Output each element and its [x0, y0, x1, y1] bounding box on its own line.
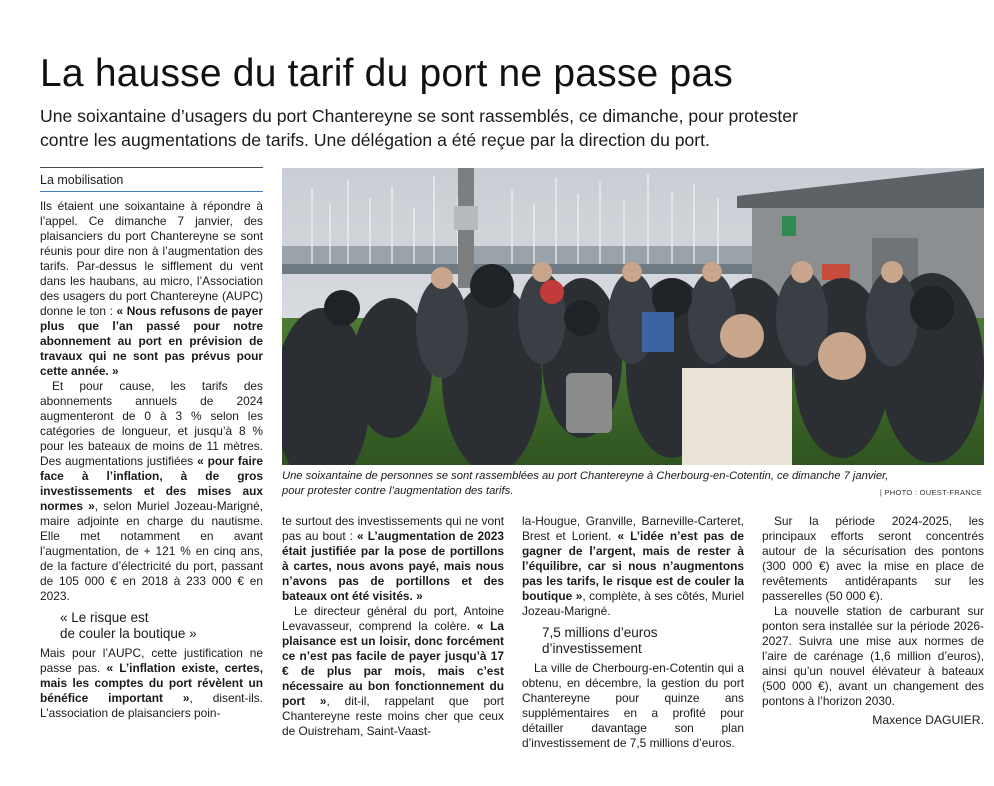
paragraph	[40, 646, 263, 721]
kicker-rule-bottom	[40, 191, 263, 192]
deck-line: Une soixantaine d’usagers du port Chantereyne se sont rassemblés, ce dimanche, pour protester	[40, 106, 798, 126]
quote-bold: « L’idée n’est pas de gagner de l’argent, mais de rester à l’équilibre, car si nous n’augmentons pas les tarifs, le risque est de couler la boutique »	[522, 529, 744, 603]
paragraph	[522, 514, 744, 619]
body-text: la-Hougue, Granville, Barneville-Carteret, Brest et Lorient.	[522, 514, 744, 543]
caption-line: pour protester contre l’augmentation des tarifs.	[282, 484, 514, 497]
quote-bold: « L’inflation existe, certes, mais les comptes du port révèlent un bénéfice important »	[40, 661, 264, 705]
deck-line: contre les augmentations de tarifs. Une délégation a été reçue par la direction du port.	[40, 130, 710, 150]
photo-credit: | PHOTO : OUEST-FRANCE	[879, 488, 982, 497]
headline: La hausse du tarif du port ne passe pas	[40, 52, 733, 95]
article-column-2	[282, 514, 504, 739]
body-text: Ils étaient une soixantaine à répondre à l’appel. Ce dimanche 7 janvier, des plaisanciers du port Chantereyne se sont réunis pour dire non à l’augmentation des tarifs. Par-dessus le sifflement du vent dans les haubans, au micro, l’Association des usagers du port Chantereyne (AUPC) donne le ton :	[40, 199, 263, 318]
paragraph: Sur la période 2024-2025, les principaux efforts seront concentrés autour de la sécurisation des pontons (300 000 €) avec la mise en place de revêtements antidérapants sur les passerelles (50 000 €).	[762, 514, 984, 603]
paragraph: La nouvelle station de carburant sur ponton sera installée sur la période 2026-2027. Suivra une mise aux normes de l’aire de carénage (1,6 million d’euros), ainsi qu’un nouvel élévateur à bateaux (500 000 €), avant un changement des pontons à l’horizon 2030.	[762, 604, 984, 708]
quote-bold: « La plaisance est un loisir, donc forcément ce n’est pas facile de payer jusqu’à 17 € de plus par mois, mais c’est nécessaire au bon fonctionnement du port »	[282, 619, 504, 708]
paragraph	[40, 199, 263, 379]
intertitle	[542, 625, 744, 657]
body-text: , complète, à ses côtés, Muriel Jozeau-Marigné.	[522, 589, 744, 618]
intertitle	[60, 610, 263, 642]
intertitle-line: 7,5 millions d’euros	[542, 625, 658, 640]
quote-bold: « Nous refusons de payer plus que l’an passé pour notre abonnement au port en prévision de travaux qui ne sont pas prévus pour cette année. »	[40, 304, 263, 378]
caption-line: Une soixantaine de personnes se sont rassemblées au port Chantereyne à Cherbourg-en-Cotentin, ce dimanche 7 janvier,	[282, 470, 889, 482]
article-column-1	[40, 199, 263, 721]
paragraph	[282, 604, 504, 739]
body-text: , disent-ils. L’association de plaisanciers poin-	[40, 691, 263, 720]
intertitle-line: « Le risque est	[60, 610, 149, 625]
quote-bold: « L’augmentation de 2023 était justifiée par la pose de portillons à cartes, nous avons payé, mais nous n’avons pas de portillons et des bateaux ont été visités. »	[282, 529, 504, 603]
body-text: te surtout des investissements qui ne vont pas au bout :	[282, 514, 504, 543]
body-text: , selon Muriel Jozeau-Marigné, maire adjointe en charge du nautisme. Elle met notamment en avant l’augmentation, de + 121 % en cinq ans, de la facture d’électricité du port, passant de 105 000 € en 2018 à 233 000 € en 2023.	[40, 499, 263, 603]
deck-standfirst	[40, 104, 798, 152]
section-kicker: La mobilisation	[40, 173, 124, 187]
author-signature: Maxence DAGUIER.	[872, 713, 984, 727]
article-column-3	[522, 514, 744, 751]
body-text: Et pour cause, les tarifs des abonnements annuels de 2024 augmenteront de 0 à 3 % selon les catégories de longueur, et jusqu’à 8 % pour les bateaux de moins de 11 mètres. Des augmentations justifiées	[40, 379, 263, 468]
paragraph	[40, 379, 263, 604]
body-text: , dit-il, rappelant que port Chantereyne reste moins cher que ceux de Ouistreham, Saint-Vaast-	[282, 694, 504, 738]
kicker-rule-top	[40, 167, 263, 168]
quote-bold: « pour faire face à l’inflation, à de gros investissements et des mises aux normes »	[40, 454, 263, 513]
paragraph: La ville de Cherbourg-en-Cotentin qui a obtenu, en décembre, la gestion du port Chantereyne pour quinze ans supplémentaires en a profité pour détailler davantage son plan d’investissement de 7,5 millions d’euros.	[522, 661, 744, 750]
body-text: Mais pour l’AUPC, cette justification ne passe pas.	[40, 646, 263, 675]
body-text: Le directeur général du port, Antoine Levavasseur, comprend la colère.	[282, 604, 504, 633]
photo-caption	[282, 469, 984, 498]
article-column-4	[762, 514, 984, 728]
paragraph	[282, 514, 504, 604]
intertitle-line: d’investissement	[542, 641, 642, 656]
photo-crowd-at-port	[282, 168, 984, 465]
intertitle-line: de couler la boutique »	[60, 626, 197, 641]
